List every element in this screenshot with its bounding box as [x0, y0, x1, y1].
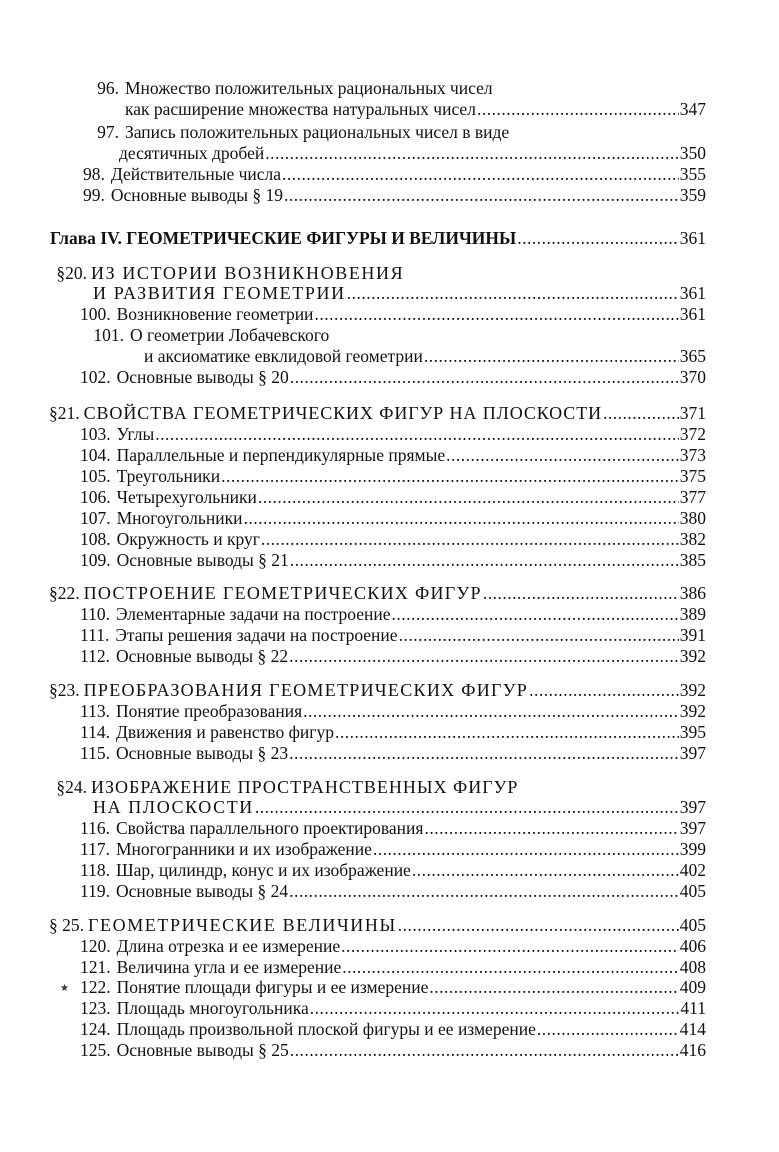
- toc-entry-114: [80, 721, 706, 743]
- toc-entry-116: [80, 817, 706, 839]
- leader-dots: [261, 528, 679, 550]
- page-number: 385: [679, 550, 706, 570]
- page-number: 361: [679, 304, 706, 324]
- leader-dots: [290, 1039, 679, 1061]
- toc-entry-101: [80, 324, 329, 346]
- page-number: 382: [679, 529, 706, 549]
- entry-title: Действительные числа: [110, 164, 282, 184]
- toc-section-24-cont: [93, 796, 706, 818]
- leader-dots: [282, 163, 679, 185]
- leader-dots: [537, 1018, 679, 1040]
- toc-entry-112: [80, 645, 706, 667]
- entry-number: 102.: [80, 367, 111, 387]
- leader-dots: [258, 486, 679, 508]
- page-number: 380: [679, 508, 706, 528]
- page-number: 405: [679, 881, 706, 901]
- toc-entry-118: [80, 859, 706, 881]
- page-number: 399: [679, 839, 706, 859]
- entry-title: Понятие преобразования: [115, 701, 303, 721]
- section-title: ГЕОМЕТРИЧЕСКИЕ ВЕЛИЧИНЫ: [88, 915, 397, 935]
- entry-title: Углы: [116, 424, 155, 444]
- entry-number: 106.: [80, 487, 111, 507]
- entry-title: Свойства параллельного проектирования: [115, 818, 424, 838]
- entry-title: Этапы решения задачи на построение: [115, 625, 398, 645]
- page-number: 377: [679, 487, 706, 507]
- section-number: §21.: [49, 403, 80, 423]
- page-number: 405: [679, 915, 706, 935]
- entry-number: 122.: [80, 977, 111, 997]
- page-number: 392: [679, 680, 706, 700]
- entry-title: Основные выводы § 21: [116, 550, 289, 570]
- page-number: 391: [679, 625, 706, 645]
- section-title: ИЗ ИСТОРИИ ВОЗНИКНОВЕНИЯ: [91, 263, 405, 283]
- toc-section-20: [49, 262, 404, 284]
- toc-section-23: [49, 679, 706, 701]
- entry-number: 105.: [80, 466, 111, 486]
- entry-number: 97.: [97, 122, 119, 142]
- entry-number: 116.: [80, 818, 110, 838]
- page-number: 392: [679, 646, 706, 666]
- page-number: 386: [679, 583, 706, 603]
- leader-dots: [310, 997, 680, 1019]
- entry-title: Параллельные и перпендикулярные прямые: [116, 445, 446, 465]
- toc-entry-99: [83, 184, 706, 206]
- leader-dots: [221, 465, 679, 487]
- entry-title: Элементарные задачи на построение: [115, 604, 391, 624]
- toc-section-25: [49, 914, 706, 936]
- leader-dots: [373, 838, 679, 860]
- leader-dots: [398, 914, 679, 936]
- entry-number: 100.: [80, 304, 111, 324]
- toc-entry-125: [80, 1039, 706, 1061]
- leader-dots: [289, 742, 679, 764]
- leader-dots: [399, 624, 679, 646]
- toc-entry-111: [80, 624, 706, 646]
- section-title: ПРЕОБРАЗОВАНИЯ ГЕОМЕТРИЧЕСКИХ ФИГУР: [83, 680, 529, 700]
- leader-dots: [335, 721, 679, 743]
- section-title: НА ПЛОСКОСТИ: [93, 797, 254, 817]
- entry-title: Запись положительных рациональных чисел в виде: [125, 122, 510, 142]
- toc-entry-113: [80, 700, 706, 722]
- toc-entry-104: [80, 444, 706, 466]
- entry-number: 113.: [80, 701, 110, 721]
- leader-dots: [290, 549, 679, 571]
- leader-dots: [155, 423, 678, 445]
- page-number: 392: [679, 701, 706, 721]
- entry-number: 108.: [80, 529, 111, 549]
- entry-title: Понятие площади фигуры и ее измерение: [116, 977, 429, 997]
- page-number: 361: [679, 228, 706, 248]
- entry-title: О геометрии Лобачевского: [130, 325, 330, 345]
- leader-dots: [392, 603, 679, 625]
- toc-entry-96-cont: [125, 98, 706, 120]
- entry-number: 123.: [80, 998, 111, 1018]
- entry-number: 103.: [80, 424, 111, 444]
- entry-title: Окружность и круг: [116, 529, 260, 549]
- entry-title: Основные выводы § 20: [116, 367, 289, 387]
- page-number: 411: [680, 998, 706, 1018]
- page-number: 409: [679, 977, 706, 997]
- leader-dots: [347, 282, 679, 304]
- leader-dots: [265, 142, 679, 164]
- toc-entry-108: [80, 528, 706, 550]
- margin-mark-icon: ★: [60, 983, 69, 994]
- toc-entry-107: [80, 507, 706, 529]
- leader-dots: [603, 402, 679, 424]
- toc-entry-123: [80, 997, 706, 1019]
- page-number: 402: [679, 860, 706, 880]
- leader-dots: [289, 880, 679, 902]
- section-number: §23.: [49, 680, 80, 700]
- entry-number: 114.: [80, 722, 110, 742]
- page-number: 347: [679, 99, 706, 119]
- chapter-title: Глава IV. ГЕОМЕТРИЧЕСКИЕ ФИГУРЫ И ВЕЛИЧИНЫ: [50, 228, 517, 248]
- entry-title: Четырехугольники: [116, 487, 257, 507]
- page-number: 395: [679, 722, 706, 742]
- page-number: 416: [679, 1040, 706, 1060]
- entry-title: Длина отрезка и ее измерение: [116, 936, 341, 956]
- entry-number: 112.: [80, 646, 110, 666]
- entry-number: 107.: [80, 508, 111, 528]
- section-title: ИЗОБРАЖЕНИЕ ПРОСТРАНСТВЕННЫХ ФИГУР: [91, 777, 519, 797]
- entry-title: Шар, цилиндр, конус и их изображение: [115, 860, 411, 880]
- entry-title: Основные выводы § 25: [116, 1040, 289, 1060]
- page-number: 370: [679, 367, 706, 387]
- entry-title: Основные выводы § 22: [115, 646, 289, 666]
- leader-dots: [483, 582, 679, 604]
- entry-number: 120.: [80, 936, 111, 956]
- toc-entry-98: [83, 163, 706, 185]
- section-title: И РАЗВИТИЯ ГЕОМЕТРИИ: [93, 283, 346, 303]
- entry-title: Возникновение геометрии: [116, 304, 314, 324]
- toc-entry-97: [83, 121, 509, 143]
- entry-number: 119.: [80, 881, 110, 901]
- page-number: 355: [679, 164, 706, 184]
- toc-entry-121: [80, 956, 706, 978]
- entry-title: и аксиоматике евклидовой геометрии: [144, 346, 423, 366]
- leader-dots: [303, 700, 679, 722]
- entry-title: Движения и равенство фигур: [115, 722, 334, 742]
- leader-dots: [284, 184, 679, 206]
- toc-entry-106: [80, 486, 706, 508]
- toc-entry-115: [80, 742, 706, 764]
- entry-number: 125.: [80, 1040, 111, 1060]
- entry-number: 115.: [80, 743, 110, 763]
- toc-entry-120: [80, 935, 706, 957]
- leader-dots: [412, 859, 679, 881]
- entry-number: 124.: [80, 1019, 111, 1039]
- section-number: §20.: [56, 263, 87, 283]
- toc-entry-110: [80, 603, 706, 625]
- page-number: 389: [679, 604, 706, 624]
- toc-entry-122: [80, 976, 706, 998]
- entry-number: 109.: [80, 550, 111, 570]
- page-number: 397: [679, 797, 706, 817]
- leader-dots: [243, 507, 678, 529]
- leader-dots: [424, 817, 678, 839]
- section-number: § 25.: [49, 915, 84, 935]
- entry-title: как расширение множества натуральных чисел: [125, 99, 476, 119]
- leader-dots: [289, 645, 679, 667]
- leader-dots: [477, 98, 679, 120]
- toc-entry-109: [80, 549, 706, 571]
- entry-number: 99.: [83, 185, 105, 205]
- section-number: §22.: [49, 583, 80, 603]
- entry-number: 111.: [80, 625, 110, 645]
- toc-section-20-cont: [93, 282, 706, 304]
- leader-dots: [517, 227, 679, 249]
- entry-title: Множество положительных рациональных чисел: [125, 78, 493, 98]
- entry-title: Величина угла и ее измерение: [116, 957, 342, 977]
- toc-entry-100: [80, 303, 706, 325]
- entry-title: Многогранники и их изображение: [115, 839, 372, 859]
- page-number: 397: [679, 743, 706, 763]
- leader-dots: [314, 303, 678, 325]
- entry-title: Площадь произвольной плоской фигуры и ее измерение: [116, 1019, 536, 1039]
- leader-dots: [341, 935, 679, 957]
- toc-chapter-4: [50, 227, 706, 249]
- entry-number: 118.: [80, 860, 110, 880]
- leader-dots: [255, 796, 679, 818]
- entry-number: 121.: [80, 957, 111, 977]
- toc-entry-97-cont: [119, 142, 706, 164]
- page-number: 373: [679, 445, 706, 465]
- entry-number: 117.: [80, 839, 110, 859]
- page-number: 397: [679, 818, 706, 838]
- leader-dots: [429, 976, 678, 998]
- page-number: 406: [679, 936, 706, 956]
- toc-entry-124: [80, 1018, 706, 1040]
- entry-number: 101.: [93, 325, 124, 345]
- page-number: 375: [679, 466, 706, 486]
- section-title: СВОЙСТВА ГЕОМЕТРИЧЕСКИХ ФИГУР НА ПЛОСКОСТИ: [83, 403, 603, 423]
- toc-entry-101-cont: [144, 345, 706, 367]
- entry-title: Основные выводы § 24: [115, 881, 289, 901]
- page-number: 361: [679, 283, 706, 303]
- entry-number: 98.: [83, 164, 105, 184]
- leader-dots: [290, 366, 679, 388]
- toc-entry-103: [80, 423, 706, 445]
- toc-section-21: [49, 402, 706, 424]
- entry-title: Основные выводы § 23: [115, 743, 289, 763]
- entry-number: 96.: [97, 78, 119, 98]
- leader-dots: [424, 345, 679, 367]
- toc-entry-119: [80, 880, 706, 902]
- page-number: 371: [679, 403, 706, 423]
- entry-title: десятичных дробей: [119, 143, 265, 163]
- page-number: 372: [679, 424, 706, 444]
- entry-title: Треугольники: [116, 466, 221, 486]
- leader-dots: [446, 444, 679, 466]
- leader-dots: [342, 956, 678, 978]
- toc-entry-117: [80, 838, 706, 860]
- toc-section-24: [49, 776, 518, 798]
- page-number: 365: [679, 346, 706, 366]
- entry-title: Площадь многоугольника: [116, 998, 309, 1018]
- entry-title: Основные выводы § 19: [110, 185, 283, 205]
- section-title: ПОСТРОЕНИЕ ГЕОМЕТРИЧЕСКИХ ФИГУР: [83, 583, 482, 603]
- page-number: 408: [679, 957, 706, 977]
- toc-entry-105: [80, 465, 706, 487]
- toc-section-22: [49, 582, 706, 604]
- entry-number: 104.: [80, 445, 111, 465]
- section-number: §24.: [56, 777, 87, 797]
- page-number: 359: [679, 185, 706, 205]
- toc-entry-96: [83, 77, 493, 99]
- entry-title: Многоугольники: [116, 508, 243, 528]
- page-number: 414: [679, 1019, 706, 1039]
- toc-entry-102: [80, 366, 706, 388]
- page-number: 350: [679, 143, 706, 163]
- leader-dots: [529, 679, 679, 701]
- entry-number: 110.: [80, 604, 110, 624]
